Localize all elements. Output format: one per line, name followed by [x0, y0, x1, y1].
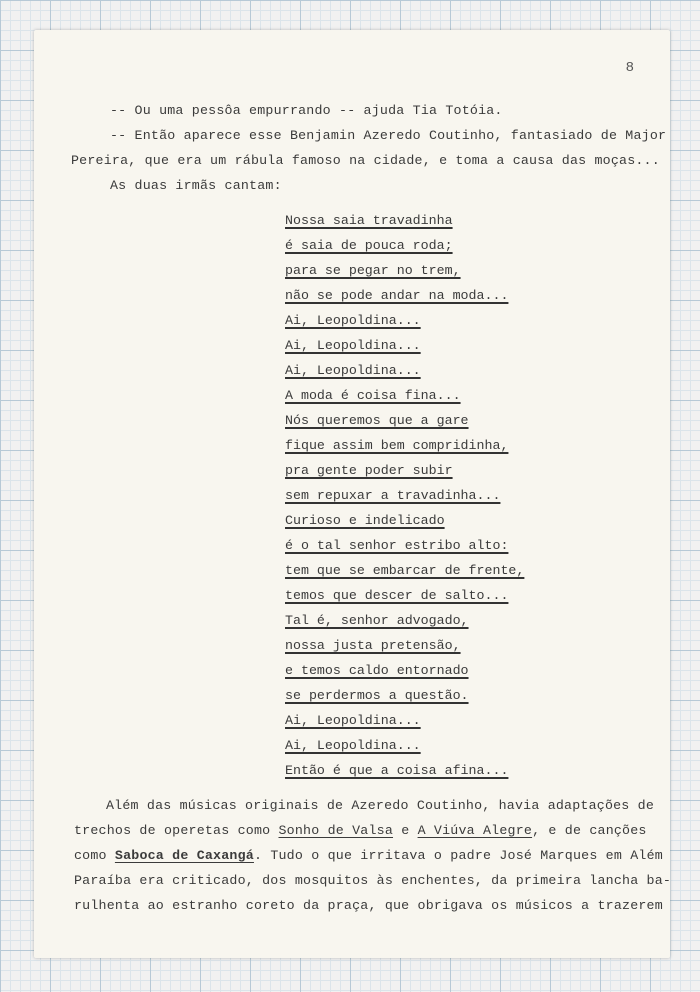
verse-line: tem que se embarcar de frente, — [285, 563, 525, 578]
verse-line: é saia de pouca roda; — [285, 238, 453, 253]
verse-line: Nossa saia travadinha — [285, 213, 453, 228]
dialogue-line-3: Pereira, que era um rábula famoso na cidade, e toma a causa das moças... — [71, 153, 660, 168]
paragraph-line-1: Além das músicas originais de Azeredo Coutinho, havia adaptações de — [106, 798, 655, 813]
verse-line: se perdermos a questão. — [285, 688, 469, 703]
verse-line: não se pode andar na moda... — [285, 288, 509, 303]
dialogue-line-4: As duas irmãs cantam: — [110, 178, 282, 193]
verse-line: pra gente poder subir — [285, 463, 453, 478]
verse-line: Tal é, senhor advogado, — [285, 613, 469, 628]
verse-line: fique assim bem compridinha, — [285, 438, 509, 453]
verse-line: A moda é coisa fina... — [285, 388, 461, 403]
verse-line: Curioso e indelicado — [285, 513, 445, 528]
page-number: 8 — [625, 60, 634, 76]
paragraph-line-3: como Saboca de Caxangá. Tudo o que irritava o padre José Marques em Além — [74, 848, 663, 863]
verse-line: Ai, Leopoldina... — [285, 738, 421, 753]
paragraph-line-2: trechos de operetas como Sonho de Valsa e A Viúva Alegre, e de canções — [74, 823, 647, 838]
verse-line: Ai, Leopoldina... — [285, 363, 421, 378]
verse-line: temos que descer de salto... — [285, 588, 509, 603]
verse-line: Ai, Leopoldina... — [285, 338, 421, 353]
operetta-title: A Viúva Alegre — [417, 823, 533, 838]
verse-line: Ai, Leopoldina... — [285, 713, 421, 728]
dialogue-line-1: -- Ou uma pessôa empurrando -- ajuda Tia Totóia. — [110, 103, 503, 118]
dialogue-line-2: -- Então aparece esse Benjamin Azeredo Coutinho, fantasiado de Major — [110, 128, 667, 143]
verse-line: nossa justa pretensão, — [285, 638, 461, 653]
song-title: Saboca de Caxangá — [114, 848, 254, 863]
verse-line: Então é que a coisa afina... — [285, 763, 509, 778]
typed-page — [34, 30, 670, 958]
verse-line: é o tal senhor estribo alto: — [285, 538, 509, 553]
paragraph-line-4: Paraíba era criticado, dos mosquitos às enchentes, da primeira lancha ba- — [74, 873, 672, 888]
verse-line: Nós queremos que a gare — [285, 413, 469, 428]
verse-line: para se pegar no trem, — [285, 263, 461, 278]
operetta-title: Sonho de Valsa — [278, 823, 394, 838]
verse-line: e temos caldo entornado — [285, 663, 469, 678]
paragraph-line-5: rulhenta ao estranho coreto da praça, que obrigava os músicos a trazerem — [74, 898, 663, 913]
verse-line: Ai, Leopoldina... — [285, 313, 421, 328]
verse-line: sem repuxar a travadinha... — [285, 488, 501, 503]
